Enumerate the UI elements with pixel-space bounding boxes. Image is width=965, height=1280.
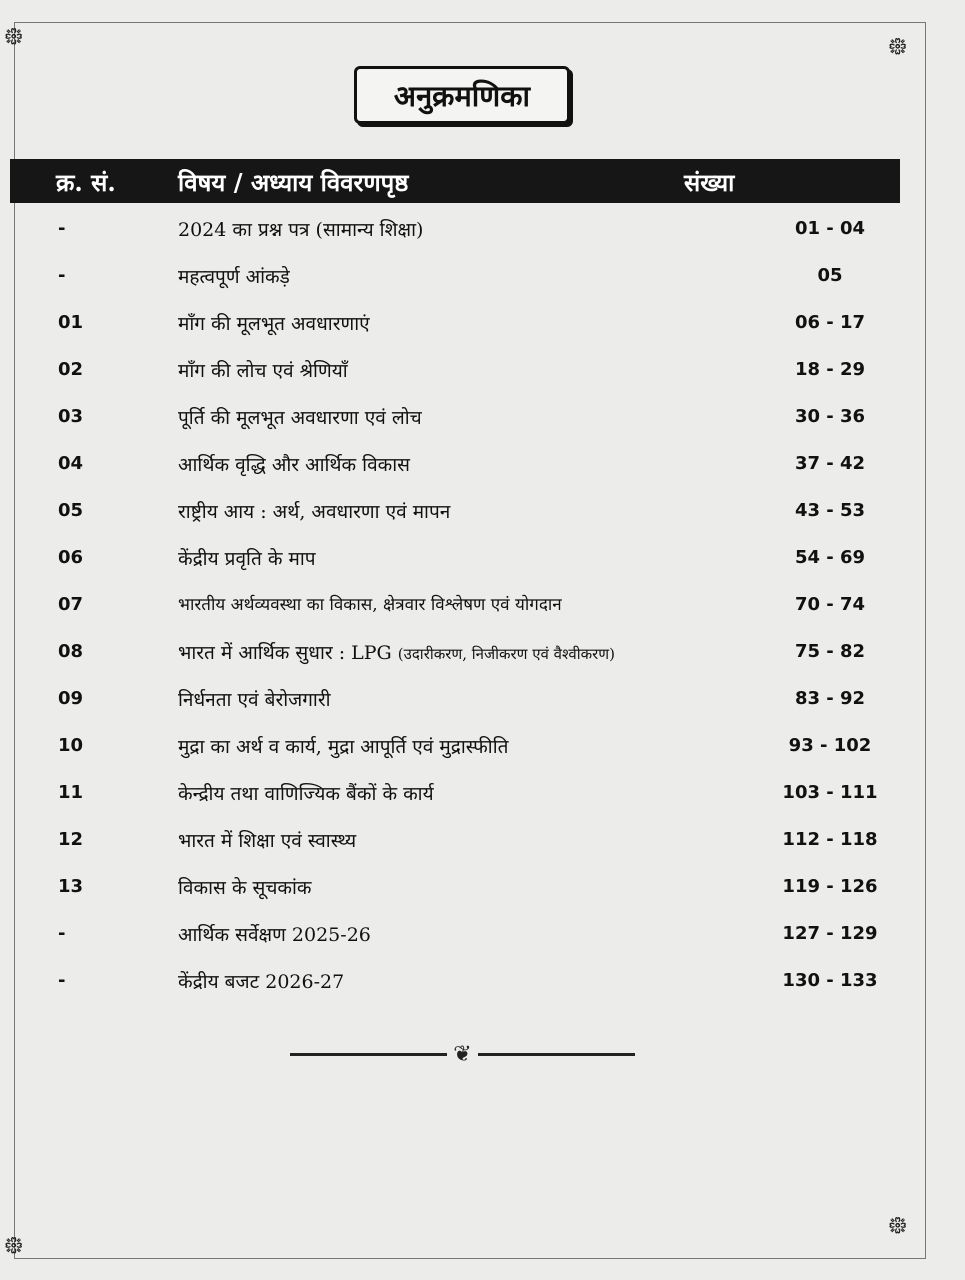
header-serial: क्र. सं. [56,168,116,197]
divider-line [478,1053,635,1056]
row-topic: मुद्रा का अर्थ व कार्य, मुद्रा आपूर्ति एवं मुद्रास्फीति [178,736,509,758]
row-pages: 103 - 111 [782,782,878,803]
page-title: अनुक्रमणिका [354,66,570,124]
table-row[interactable] [0,306,965,346]
row-pages: 06 - 17 [794,312,866,333]
row-pages: 30 - 36 [794,406,866,427]
row-pages: 70 - 74 [794,594,866,615]
corner-flourish-icon: ᪥ [888,31,908,61]
row-pages: 83 - 92 [794,688,866,709]
row-topic: विकास के सूचकांक [178,877,312,899]
row-topic-sub: (उदारीकरण, निजीकरण एवं वैश्वीकरण) [397,645,615,663]
row-number: 06 [58,547,84,568]
row-number: 03 [58,406,84,427]
row-number: - [58,265,66,286]
row-number: - [58,218,66,239]
table-row[interactable] [0,353,965,393]
table-row[interactable] [0,588,965,628]
header-topic: विषय / अध्याय विवरणपृष्ठ [178,168,409,197]
row-topic: आर्थिक वृद्धि और आर्थिक विकास [178,454,411,476]
corner-flourish-icon: ᪥ [4,1230,24,1260]
row-pages: 130 - 133 [782,970,878,991]
row-number: 02 [58,359,84,380]
table-header [10,159,900,203]
table-row[interactable] [0,964,965,1004]
table-row[interactable] [0,729,965,769]
row-number: 10 [58,735,84,756]
row-number: 05 [58,500,84,521]
row-topic-main: भारत में आर्थिक सुधार : LPG [178,642,392,664]
row-topic: भारत में शिक्षा एवं स्वास्थ्य [178,830,357,852]
row-pages: 75 - 82 [794,641,866,662]
row-number: 11 [58,782,84,803]
corner-flourish-icon: ᪥ [888,1210,908,1240]
table-row[interactable] [0,682,965,722]
row-topic: केंद्रीय प्रवृति के माप [178,548,316,570]
row-number: 04 [58,453,84,474]
row-pages: 112 - 118 [782,829,878,850]
row-number: 13 [58,876,84,897]
row-topic: केन्द्रीय तथा वाणिज्यिक बैंकों के कार्य [178,783,434,805]
row-number: - [58,923,66,944]
row-topic [178,639,615,665]
divider-line [290,1053,447,1056]
row-pages: 43 - 53 [794,500,866,521]
header-pages: संख्या [684,168,735,197]
row-topic: राष्ट्रीय आय : अर्थ, अवधारणा एवं मापन [178,501,451,523]
table-row[interactable] [0,494,965,534]
row-number: 12 [58,829,84,850]
row-pages: 05 [817,265,843,286]
row-topic: निर्धनता एवं बेरोजगारी [178,689,331,711]
divider-ornament [290,1040,635,1068]
table-row[interactable] [0,400,965,440]
table-row[interactable] [0,870,965,910]
row-pages: 127 - 129 [782,923,878,944]
corner-flourish-icon: ᪥ [4,21,24,51]
flourish-icon: ❦ [453,1041,472,1067]
row-topic: केंद्रीय बजट 2026-27 [178,971,345,993]
row-pages: 93 - 102 [788,735,872,756]
table-row[interactable] [0,917,965,957]
row-number: 07 [58,594,84,615]
table-row[interactable] [0,823,965,863]
table-row[interactable] [0,776,965,816]
row-topic: भारतीय अर्थव्यवस्था का विकास, क्षेत्रवार विश्लेषण एवं योगदान [178,595,562,615]
row-pages: 37 - 42 [794,453,866,474]
row-topic: पूर्ति की मूलभूत अवधारणा एवं लोच [178,407,422,429]
row-topic: माँग की लोच एवं श्रेणियाँ [178,360,348,382]
table-row[interactable] [0,541,965,581]
row-topic: आर्थिक सर्वेक्षण 2025-26 [178,924,371,946]
row-topic: महत्वपूर्ण आंकड़े [178,266,290,288]
row-pages: 119 - 126 [782,876,878,897]
row-number: 09 [58,688,84,709]
table-row[interactable] [0,447,965,487]
row-number: - [58,970,66,991]
row-number: 08 [58,641,84,662]
row-number: 01 [58,312,84,333]
row-pages: 01 - 04 [794,218,866,239]
row-pages: 54 - 69 [794,547,866,568]
table-row[interactable] [0,212,965,252]
row-pages: 18 - 29 [794,359,866,380]
row-topic: माँग की मूलभूत अवधारणाएं [178,313,370,335]
row-topic: 2024 का प्रश्न पत्र (सामान्य शिक्षा) [178,219,424,241]
table-row[interactable] [0,635,965,675]
table-row[interactable] [0,259,965,299]
